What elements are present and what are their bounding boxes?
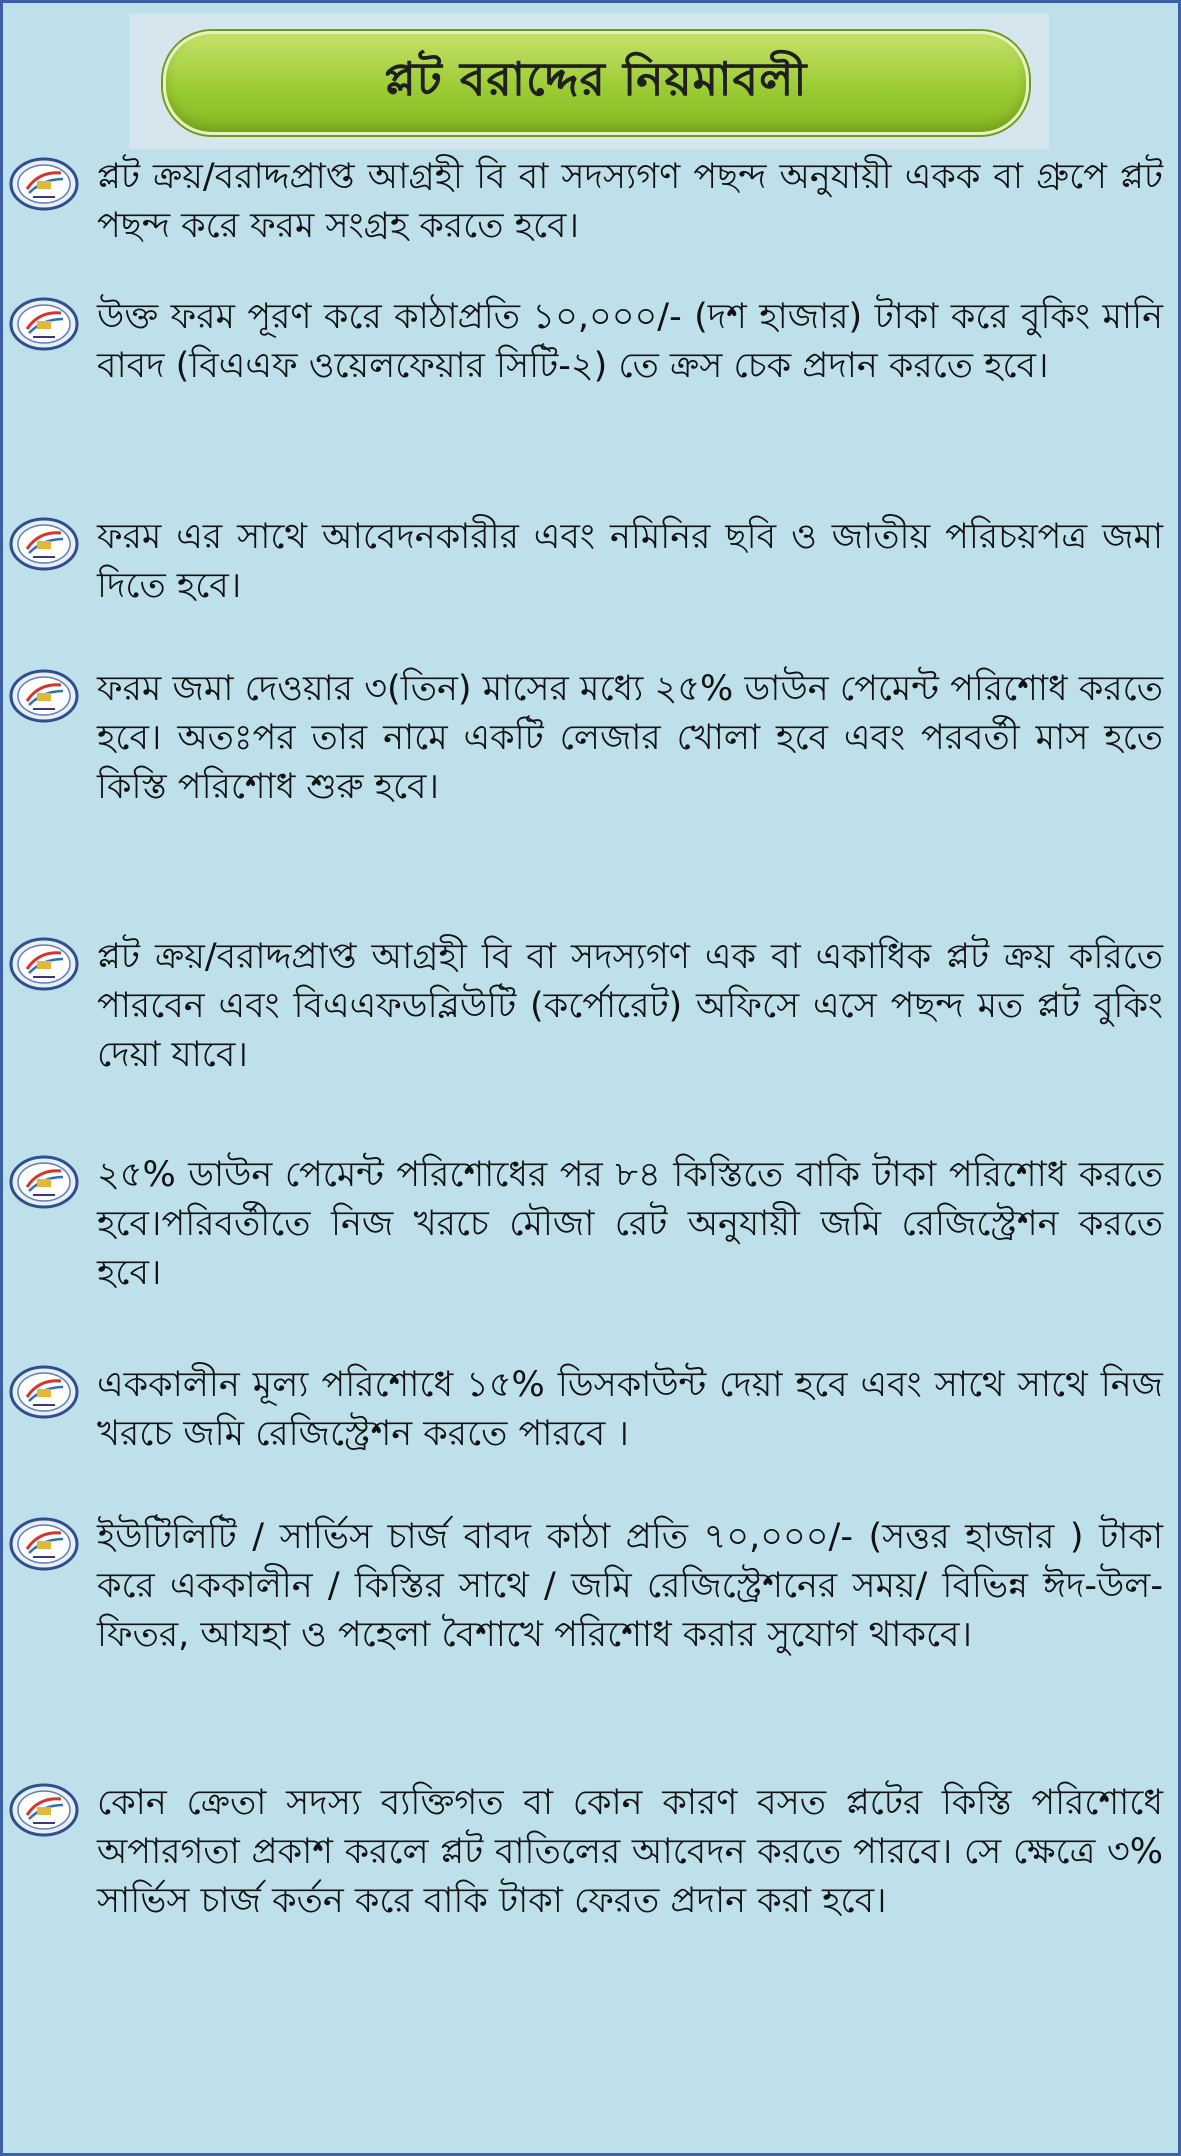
rule-text: ফরম জমা দেওয়ার ৩(তিন) মাসের মধ্যে ২৫% ডাউন পেমেন্ট পরিশোধ করতে হবে। অতঃপর তার নামে একটি লেজার খোলা হবে এবং পরবর্তী মাস হতে কিস্তি পরিশোধ শুরু হবে। — [97, 669, 1163, 807]
organization-logo-icon — [9, 1517, 79, 1571]
organization-logo-icon — [9, 297, 79, 351]
organization-logo-icon — [9, 1365, 79, 1419]
rule-text: ইউটিলিটি / সার্ভিস চার্জ বাবদ কাঠা প্রতি ৭০,০০০/- (সত্তর হাজার ) টাকা করে এককালীন / কিস্তির সাথে / জমি রেজিস্ট্রেশনের সময়/ বিভিন্ন ঈদ-উল-ফিতর, আযহা ও পহেলা বৈশাখে পরিশোধ করার সুযোগ থাকবে। — [97, 1517, 1163, 1655]
organization-logo-icon — [9, 1155, 79, 1209]
organization-logo-icon — [9, 517, 79, 571]
title-banner — [163, 31, 1029, 135]
organization-logo-icon — [9, 669, 79, 723]
rule-text: ফরম এর সাথে আবেদনকারীর এবং নমিনির ছবি ও জাতীয় পরিচয়পত্র জমা দিতে হবে। — [97, 517, 1163, 606]
organization-logo-icon — [9, 937, 79, 991]
rule-text: প্লট ক্রয়/বরাদ্দপ্রাপ্ত আগ্রহী বি বা সদস্যগণ এক বা একাধিক প্লট ক্রয় করিতে পারবেন এবং বিএএফডব্লিউটি (কর্পোরেট) অফিসে এসে পছন্দ মত প্লট বুকিং দেয়া যাবে। — [97, 937, 1163, 1075]
rule-text: এককালীন মূল্য পরিশোধে ১৫% ডিসকাউন্ট দেয়া হবে এবং সাথে সাথে নিজ খরচে জমি রেজিস্ট্রেশন করতে পারবে । — [97, 1365, 1163, 1454]
rule-text: কোন ক্রেতা সদস্য ব্যক্তিগত বা কোন কারণ বসত প্লটের কিস্তি পরিশোধে অপারগতা প্রকাশ করলে প্লট বাতিলের আবেদন করতে পারবে। সে ক্ষেত্রে ৩% সার্ভিস চার্জ কর্তন করে বাকি টাকা ফেরত প্রদান করা হবে। — [97, 1783, 1163, 1921]
rule-text: প্লট ক্রয়/বরাদ্দপ্রাপ্ত আগ্রহী বি বা সদস্যগণ পছন্দ অনুযায়ী একক বা গ্রুপে প্লট পছন্দ করে ফরম সংগ্রহ করতে হবে। — [97, 157, 1163, 246]
rule-text: উক্ত ফরম পূরণ করে কাঠাপ্রতি ১০,০০০/- (দশ হাজার) টাকা করে বুকিং মানি বাবদ (বিএএফ ওয়েলফেয়ার সিটি-২) তে ক্রস চেক প্রদান করতে হবে। — [97, 297, 1163, 386]
page-title: প্লট বরাদ্দের নিয়মাবলী — [384, 52, 808, 106]
rule-text: ২৫% ডাউন পেমেন্ট পরিশোধের পর ৮৪ কিস্তিতে বাকি টাকা পরিশোধ করতে হবে।পরিবর্তীতে নিজ খরচে মৌজা রেট অনুযায়ী জমি রেজিস্ট্রেশন করতে হবে। — [97, 1155, 1163, 1293]
organization-logo-icon — [9, 1783, 79, 1837]
organization-logo-icon — [9, 157, 79, 211]
